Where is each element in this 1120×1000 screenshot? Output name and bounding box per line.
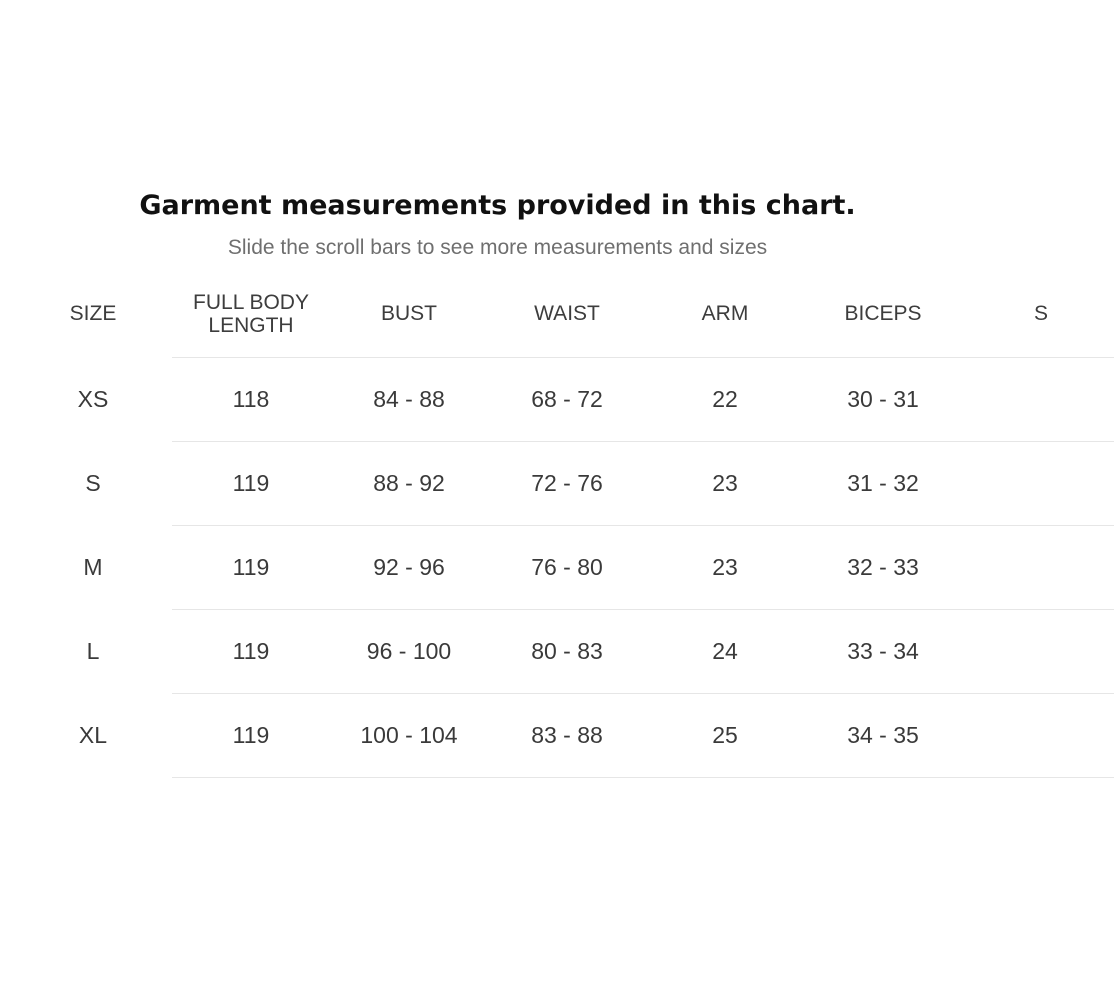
size-cell: M (83, 554, 103, 581)
waist-cell: 76 - 80 (531, 554, 603, 581)
table-row (14, 358, 1114, 442)
waist-cell: 83 - 88 (531, 722, 603, 749)
table-header-row (14, 270, 1114, 358)
table-row (14, 694, 1114, 778)
bust-cell: 96 - 100 (366, 638, 452, 665)
full-body-length-cell: 119 (232, 554, 270, 581)
biceps-cell: 30 - 31 (847, 386, 919, 413)
page-title: Garment measurements provided in this chart. (139, 190, 856, 221)
biceps-cell: 32 - 33 (847, 554, 919, 581)
bust-cell: 92 - 96 (373, 554, 445, 581)
column-header-bust: BUST (380, 302, 437, 326)
arm-cell: 22 (712, 386, 738, 413)
column-header-size: SIZE (69, 302, 117, 326)
bust-cell: 88 - 92 (373, 470, 445, 497)
full-body-length-cell: 119 (232, 722, 270, 749)
bust-cell: 84 - 88 (373, 386, 445, 413)
size-chart-table (14, 270, 1114, 778)
page-subtitle: Slide the scroll bars to see more measurements and sizes (227, 236, 768, 259)
column-header-waist: WAIST (534, 302, 600, 326)
biceps-cell: 33 - 34 (847, 638, 919, 665)
biceps-cell: 34 - 35 (847, 722, 919, 749)
full-body-length-cell: 119 (232, 470, 270, 497)
waist-cell: 80 - 83 (531, 638, 603, 665)
waist-cell: 68 - 72 (531, 386, 603, 413)
size-cell: XL (78, 722, 108, 749)
waist-cell: 72 - 76 (531, 470, 603, 497)
arm-cell: 25 (712, 722, 738, 749)
bust-cell: 100 - 104 (360, 722, 458, 749)
table-row (14, 610, 1114, 694)
size-cell: L (86, 638, 100, 665)
table-row (14, 442, 1114, 526)
size-cell: XS (77, 386, 109, 413)
table-row (14, 526, 1114, 610)
column-header-arm: ARM (701, 302, 749, 326)
full-body-length-cell: 118 (232, 386, 270, 413)
arm-cell: 23 (712, 554, 738, 581)
column-header-full-body-length: FULL BODY LENGTH (193, 290, 309, 337)
arm-cell: 23 (712, 470, 738, 497)
size-cell: S (85, 470, 101, 497)
column-header-clipped: S (1033, 302, 1048, 326)
full-body-length-cell: 119 (232, 638, 270, 665)
size-chart-scroll-area[interactable] (0, 270, 1048, 790)
biceps-cell: 31 - 32 (847, 470, 919, 497)
arm-cell: 24 (712, 638, 738, 665)
column-header-biceps: BICEPS (844, 302, 922, 326)
